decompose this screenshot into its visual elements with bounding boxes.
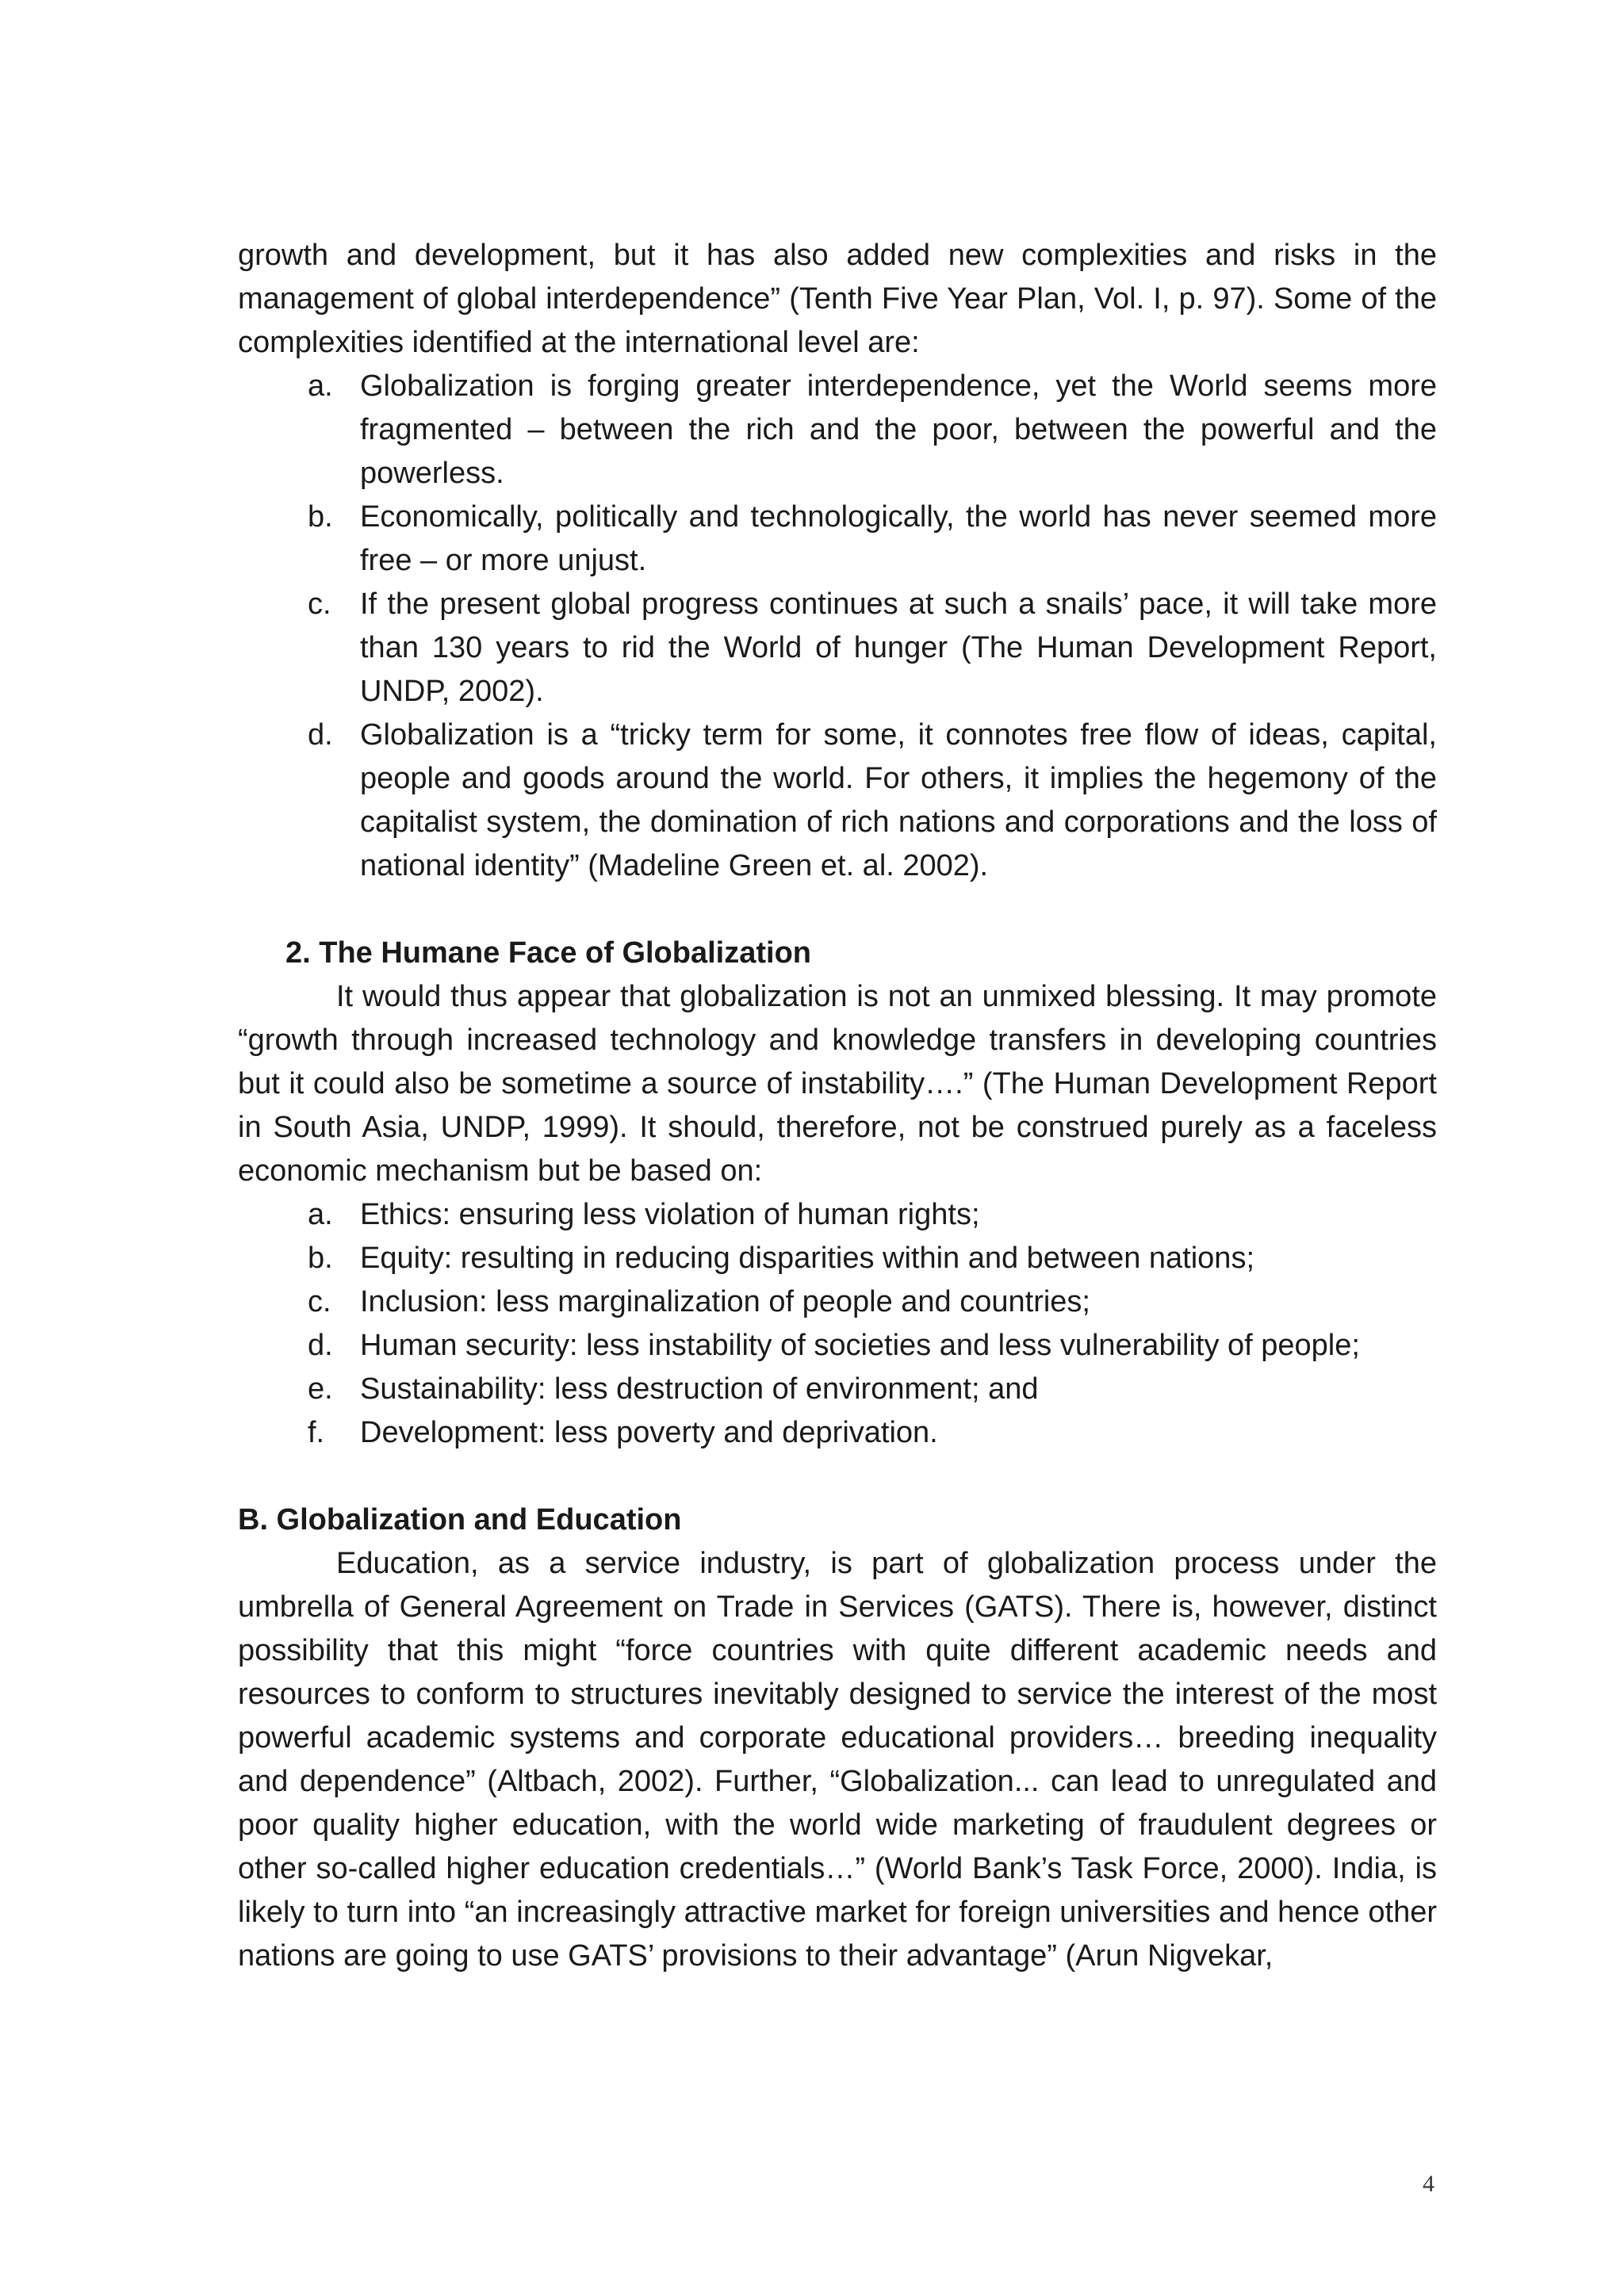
complexities-list — [238, 365, 1437, 888]
humane-face-paragraph: It would thus appear that globalization is not an unmixed blessing. It may promote “growth through increased technology and knowledge transfers in developing countries but it could also be sometime a source of instability….” (The Human Development Report in South Asia, UNDP, 1999). It should, therefore, not be construed purely as a faceless economic mechanism but be based on: — [238, 980, 1437, 1188]
list-marker: d. — [308, 1329, 333, 1362]
list-item-text: Inclusion: less marginalization of people and countries; — [360, 1285, 1090, 1318]
list-item — [308, 583, 1437, 714]
list-item-text: Ethics: ensuring less violation of human rights; — [360, 1198, 980, 1231]
list-item-text: Equity: resulting in reducing disparities within and between nations; — [360, 1242, 1254, 1275]
list-item — [308, 365, 1437, 496]
list-item-text: Human security: less instability of societies and less vulnerability of people; — [360, 1329, 1360, 1362]
list-item — [308, 1280, 1437, 1324]
list-item-text: Sustainability: less destruction of environment; and — [360, 1372, 1039, 1406]
document-body — [238, 234, 1437, 1978]
section-heading-globalization-education: B. Globalization and Education — [238, 1503, 682, 1536]
list-item-text: Development: less poverty and deprivation. — [360, 1416, 938, 1449]
section-heading-humane-face: 2. The Humane Face of Globalization — [285, 936, 811, 970]
list-item — [308, 714, 1437, 888]
spacer — [238, 1455, 1437, 1498]
page-number: 4 — [1423, 2171, 1434, 2197]
list-marker: f. — [308, 1416, 325, 1449]
education-paragraph: Education, as a service industry, is part of globalization process under the umbrella of General Agreement on Trade in Services (GATS). There is, however, distinct possibility that this might “force countries with quite different academic needs and resources to conform to structures inevitably designed to service the interest of the most powerful academic systems and corporate educational providers… breeding inequality and dependence” (Altbach, 2002). Further, “Globalization... can lead to unregulated and poor quality higher education, with the world wide marketing of fraudulent degrees or other so-called higher education credentials…” (World Bank’s Task Force, 2000). India, is likely to turn into “an increasingly attractive market for foreign universities and hence other nations are going to use GATS’ provisions to their advantage” (Arun Nigvekar, — [238, 1547, 1437, 1973]
list-item-text: Economically, politically and technologically, the world has never seemed more free – or more unjust. — [360, 500, 1437, 577]
spacer — [238, 888, 1437, 932]
list-item — [308, 1411, 1437, 1455]
list-marker: b. — [308, 1242, 333, 1275]
list-marker: c. — [308, 1285, 331, 1318]
list-item — [308, 1324, 1437, 1368]
list-item — [308, 1193, 1437, 1237]
list-marker: a. — [308, 1198, 333, 1231]
list-item-text: If the present global progress continues at such a snails’ pace, it will take more than 130 years to rid the World of hunger (The Human Development Report, UNDP, 2002). — [360, 587, 1437, 708]
list-marker: b. — [308, 500, 333, 534]
intro-paragraph: growth and development, but it has also added new complexities and risks in the management of global interdependence” (Tenth Five Year Plan, Vol. I, p. 97). Some of the complexities identified at the international level are: — [238, 239, 1437, 359]
list-item — [308, 1368, 1437, 1411]
list-item — [308, 1237, 1437, 1280]
list-marker: e. — [308, 1372, 333, 1406]
list-item-text: Globalization is forging greater interdependence, yet the World seems more fragmented – between the rich and the poor, between the powerful and the powerless. — [360, 369, 1437, 490]
list-marker: a. — [308, 369, 333, 403]
list-item-text: Globalization is a “tricky term for some, it connotes free flow of ideas, capital, people and goods around the world. For others, it implies the hegemony of the capitalist system, the domination of rich nations and corporations and the loss of national identity” (Madeline Green et. al. 2002). — [360, 718, 1437, 882]
list-item — [308, 496, 1437, 583]
list-marker: d. — [308, 718, 333, 752]
list-marker: c. — [308, 587, 331, 621]
principles-list — [238, 1193, 1437, 1455]
